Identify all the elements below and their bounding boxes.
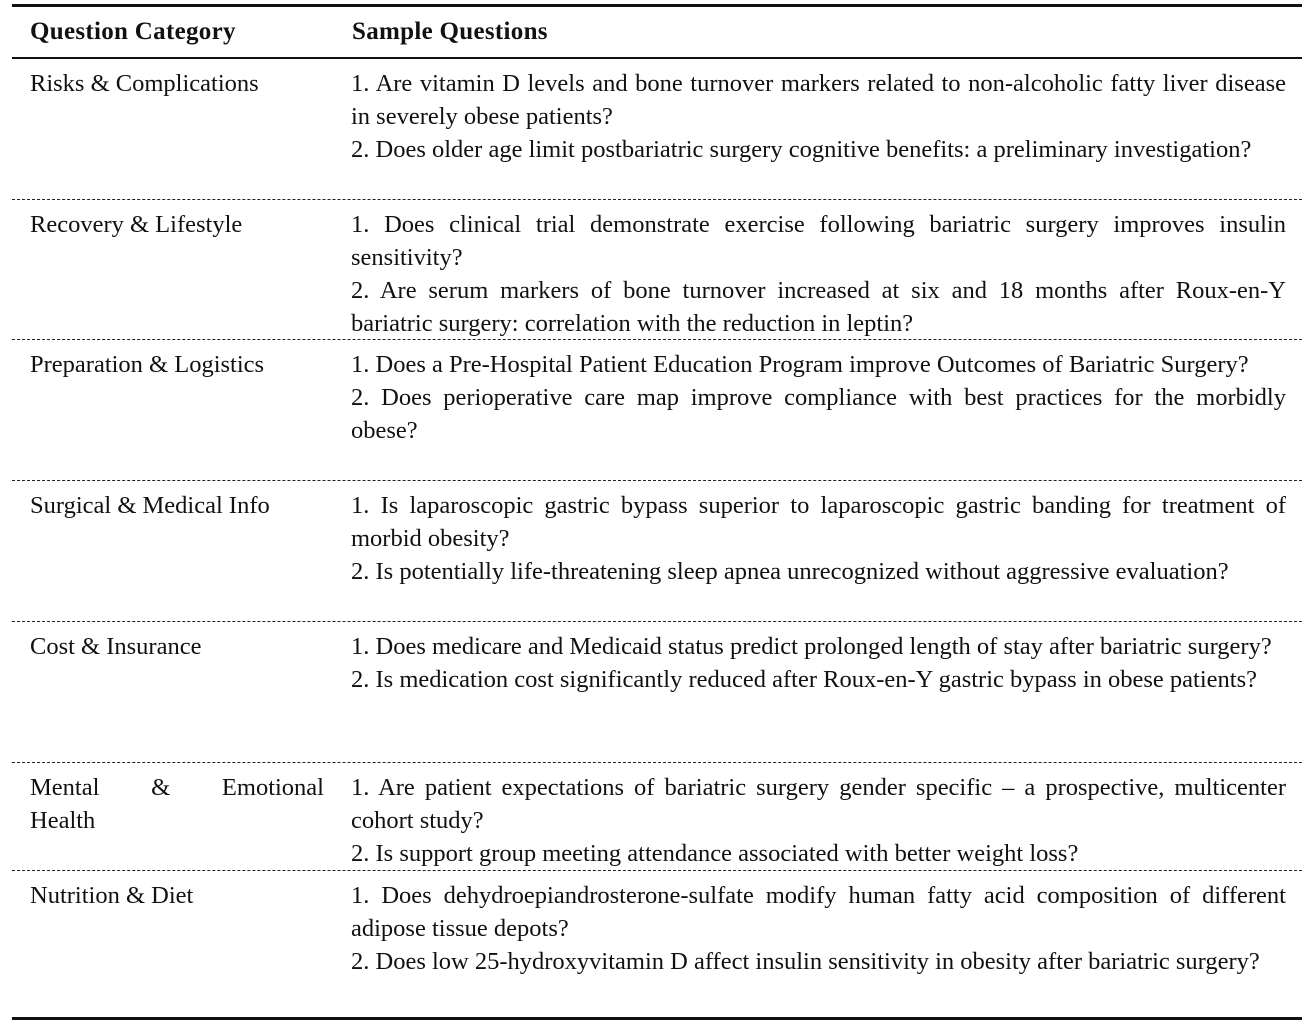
bottom-rule bbox=[12, 1017, 1302, 1020]
table-row bbox=[12, 622, 1302, 763]
sample-question: 2. Does low 25-hydroxyvitamin D affect insulin sensitivity in obesity after bariatric surgery? bbox=[351, 947, 1260, 975]
sample-question: 2. Is medication cost significantly reduced after Roux-en-Y gastric bypass in obese patients? bbox=[351, 665, 1257, 693]
table-row bbox=[12, 763, 1302, 871]
header-questions: Sample Questions bbox=[352, 18, 548, 45]
questions-cell bbox=[332, 348, 1302, 481]
sample-question: 2. Does older age limit postbariatric surgery cognitive benefits: a preliminary investigation? bbox=[351, 135, 1252, 163]
question-table bbox=[12, 4, 1302, 1020]
questions-cell bbox=[332, 630, 1302, 763]
questions-cell bbox=[332, 879, 1302, 1017]
table-row bbox=[12, 59, 1302, 200]
table-row bbox=[12, 871, 1302, 1017]
header-row bbox=[12, 7, 1302, 57]
table-row bbox=[12, 200, 1302, 340]
questions-cell bbox=[332, 489, 1302, 622]
questions-cell bbox=[332, 208, 1302, 340]
table-row bbox=[12, 340, 1302, 481]
sample-question: 1. Is laparoscopic gastric bypass superior to laparoscopic gastric banding for treatment of morbid obesity? bbox=[351, 491, 1286, 552]
sample-question: 1. Does clinical trial demonstrate exercise following bariatric surgery improves insulin sensitivity? bbox=[351, 210, 1286, 271]
sample-question: 1. Does a Pre-Hospital Patient Education Program improve Outcomes of Bariatric Surgery? bbox=[351, 350, 1249, 378]
sample-question: 1. Does medicare and Medicaid status predict prolonged length of stay after bariatric surgery? bbox=[351, 632, 1272, 660]
sample-question: 2. Does perioperative care map improve compliance with best practices for the morbidly obese? bbox=[351, 383, 1286, 444]
header-category: Question Category bbox=[30, 18, 236, 45]
sample-question: 1. Does dehydroepiandrosterone-sulfate modify human fatty acid composition of different adipose tissue depots? bbox=[351, 881, 1286, 942]
sample-question: 1. Are patient expectations of bariatric surgery gender specific – a prospective, multicenter cohort study? bbox=[351, 773, 1286, 834]
category-cell: Recovery & Lifestyle bbox=[30, 210, 243, 238]
category-cell: Mental & Emotional Health bbox=[30, 773, 324, 834]
questions-cell bbox=[332, 771, 1302, 871]
category-cell: Cost & Insurance bbox=[30, 632, 202, 660]
category-cell: Risks & Complications bbox=[30, 69, 259, 97]
category-cell: Preparation & Logistics bbox=[30, 350, 265, 378]
sample-question: 2. Is potentially life-threatening sleep apnea unrecognized without aggressive evaluation? bbox=[351, 557, 1229, 585]
sample-question: 2. Is support group meeting attendance associated with better weight loss? bbox=[351, 839, 1079, 867]
table-row bbox=[12, 481, 1302, 622]
sample-question: 2. Are serum markers of bone turnover increased at six and 18 months after Roux-en-Y bariatric surgery: correlation with the reduction in leptin? bbox=[351, 276, 1286, 337]
sample-question: 1. Are vitamin D levels and bone turnover markers related to non-alcoholic fatty liver disease in severely obese patients? bbox=[351, 69, 1286, 130]
questions-cell bbox=[332, 67, 1302, 200]
category-cell: Nutrition & Diet bbox=[30, 881, 194, 909]
category-cell: Surgical & Medical Info bbox=[30, 491, 270, 519]
